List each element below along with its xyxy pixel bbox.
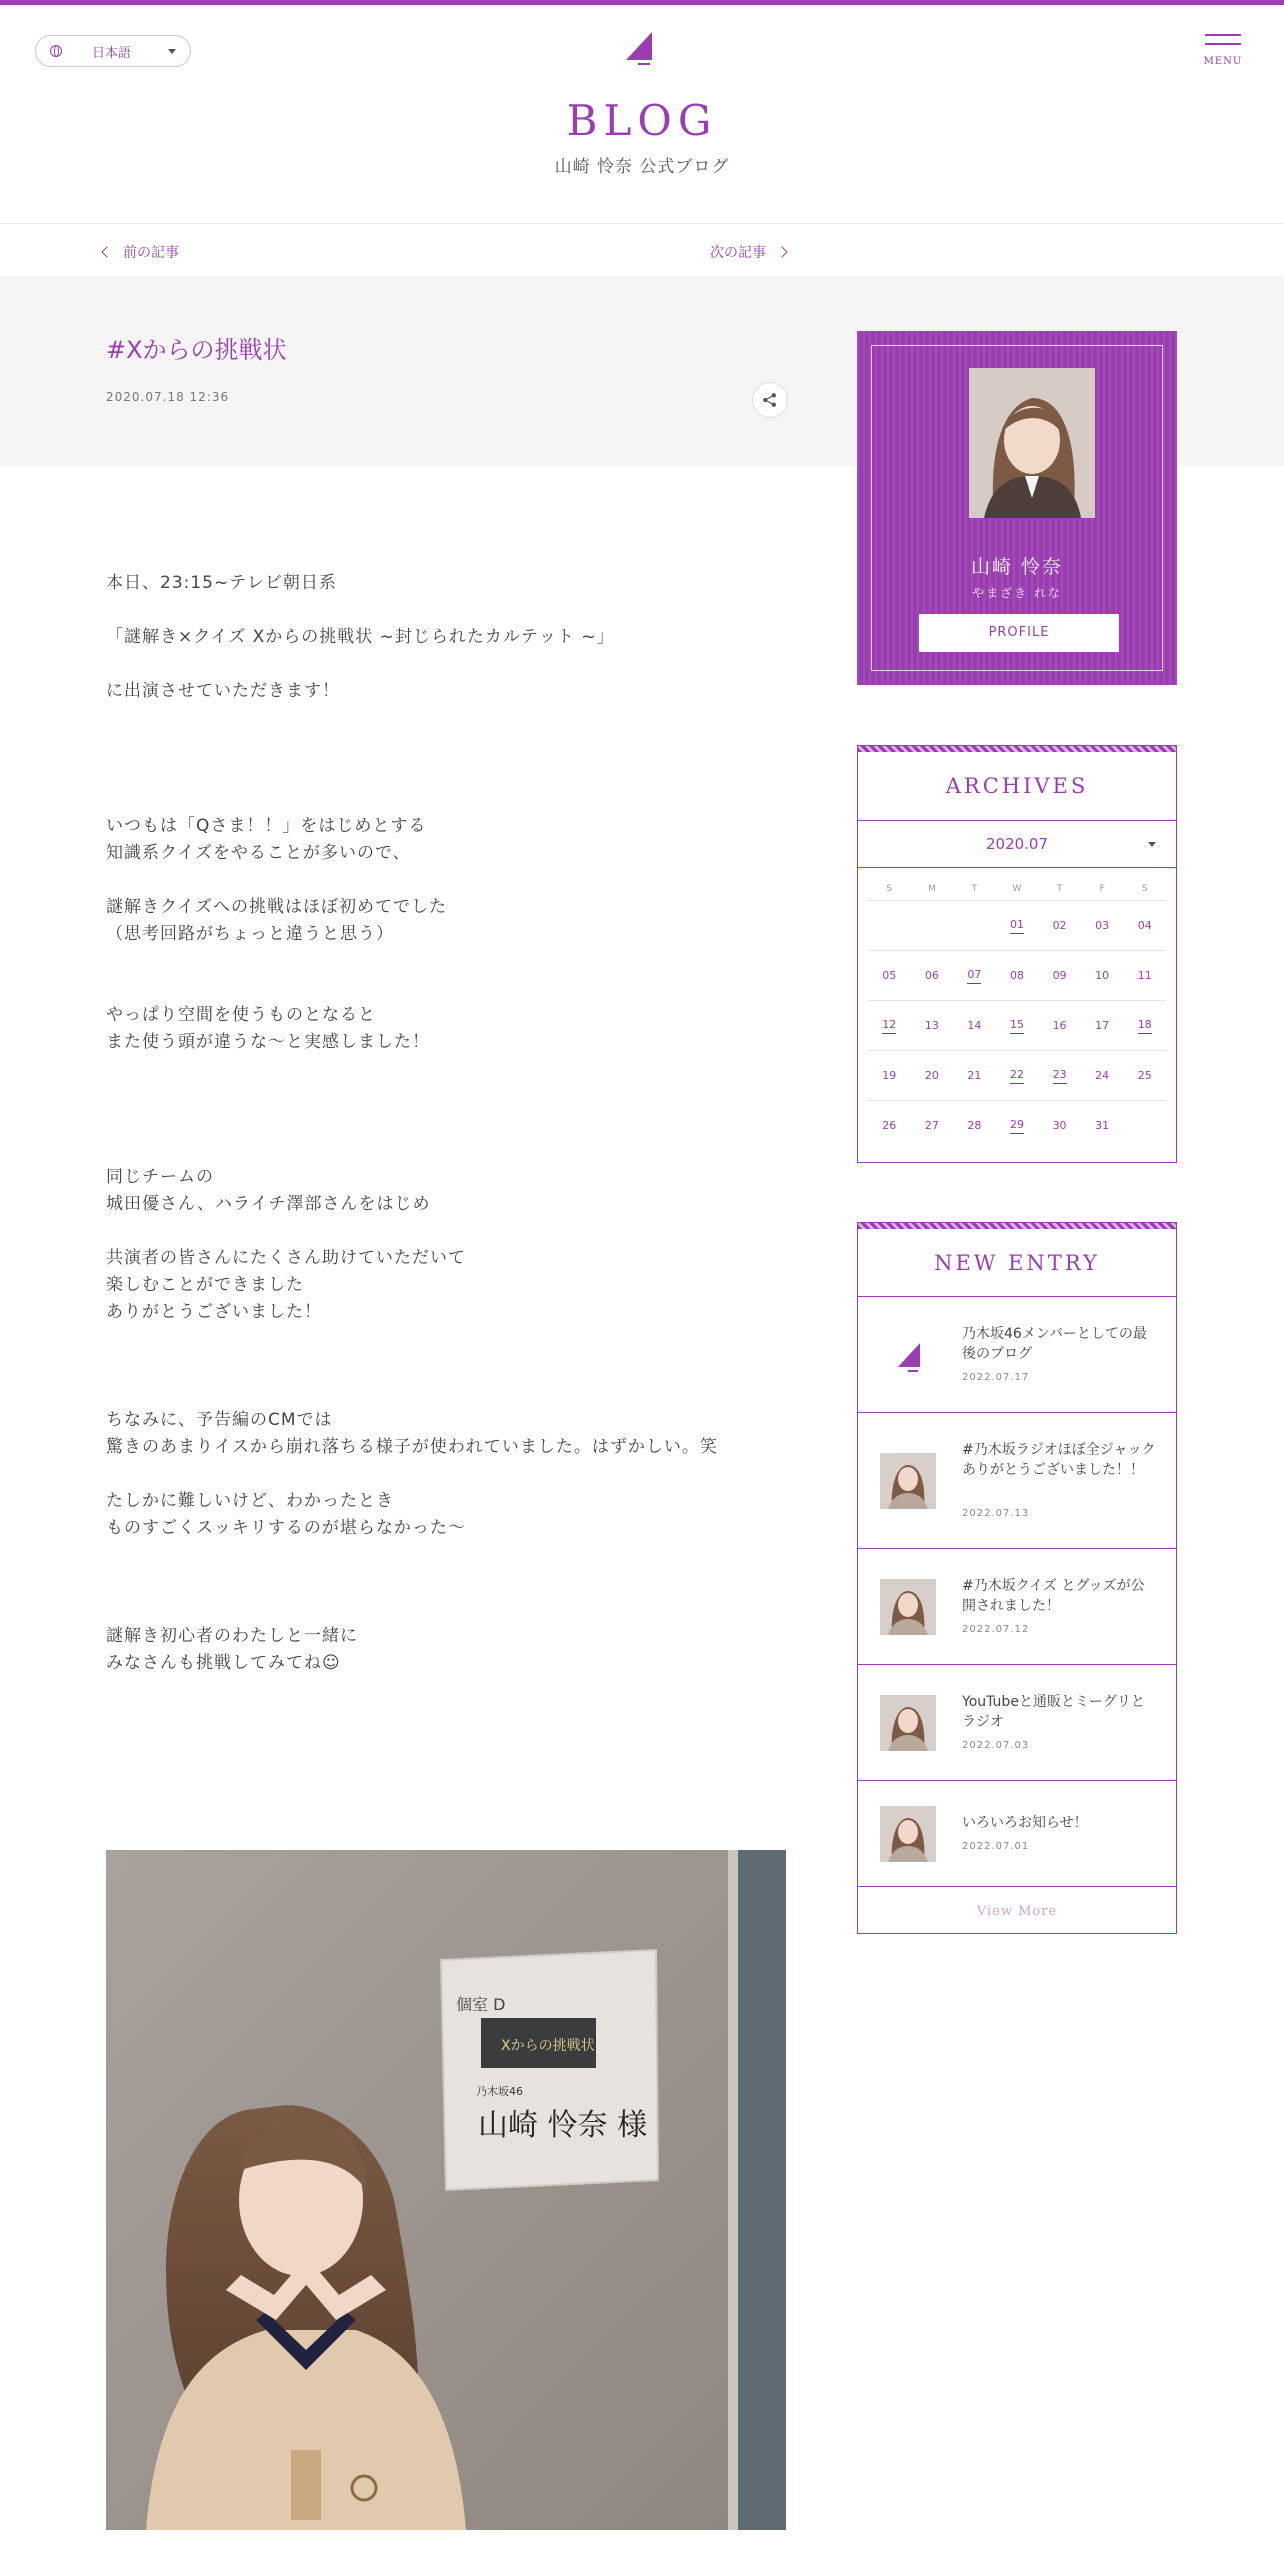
- calendar-day-number: 11: [1137, 969, 1152, 982]
- language-selector[interactable]: [35, 35, 191, 67]
- new-entry-title-text: #乃木坂クイズ とグッズが公開されました！: [962, 1578, 1145, 1614]
- new-entry-title: NEW ENTRY: [858, 1229, 1176, 1297]
- weekday-label: S: [1141, 884, 1148, 894]
- new-entry-item[interactable]: [858, 1781, 1176, 1887]
- weekday-label: M: [927, 884, 936, 894]
- new-entry-item[interactable]: [858, 1665, 1176, 1781]
- calendar-day: [868, 950, 911, 1000]
- profile-kana: やまざき れな: [972, 586, 1062, 600]
- chevron-left-icon: [101, 246, 112, 257]
- photo-group-label: 乃木坂46: [476, 2085, 523, 2098]
- calendar-day-number: 29: [1010, 1118, 1024, 1134]
- caret-down-icon: [1148, 842, 1156, 847]
- post-line: （思考回路がちょっと違うと思う）: [106, 924, 394, 944]
- post-line: ありがとうございました！: [106, 1302, 322, 1322]
- calendar-day: [953, 1050, 996, 1100]
- post-title: #Xからの挑戦状: [106, 336, 287, 364]
- post-line: 同じチームの: [106, 1167, 214, 1187]
- calendar-day: [1081, 1100, 1124, 1150]
- calendar-day: [1123, 950, 1166, 1000]
- calendar-day: [1038, 950, 1081, 1000]
- calendar-day-number: 06: [924, 969, 939, 982]
- page-title: BLOG: [566, 96, 718, 145]
- new-entry-item[interactable]: [858, 1413, 1176, 1549]
- post-line: 「謎解き×クイズ Xからの挑戦状 ~封じられたカルテット ~」: [106, 627, 615, 647]
- weekday-label: S: [886, 884, 893, 894]
- calendar-day-number: 03: [1095, 919, 1110, 932]
- archives-title: ARCHIVES: [945, 774, 1089, 798]
- post-paragraph: [106, 1407, 786, 1461]
- globe-icon: [50, 45, 62, 57]
- calendar-day: [1081, 900, 1124, 950]
- calendar-day-number: 15: [1010, 1018, 1024, 1034]
- calendar-day-number: 07: [967, 968, 981, 984]
- post-body: [106, 570, 786, 1677]
- calendar-day: [1123, 900, 1166, 950]
- post-photo: [106, 1850, 786, 2530]
- calendar-day[interactable]: [996, 1000, 1039, 1050]
- post-line: 驚きのあまりイスから崩れ落ちる様子が使われていました。はずかしい。笑: [106, 1437, 718, 1457]
- menu-bar-icon: [1205, 34, 1241, 36]
- calendar: [858, 868, 1176, 1150]
- photo-room-label: 個室 D: [456, 1995, 506, 2014]
- calendar-day-number: 12: [882, 1018, 896, 1034]
- weekday-label: T: [971, 884, 978, 894]
- calendar-day: [953, 1100, 996, 1150]
- calendar-day: [1081, 1000, 1124, 1050]
- chevron-right-icon: [776, 246, 787, 257]
- profile-card-inner: [871, 345, 1163, 671]
- calendar-day-number: 19: [882, 1069, 897, 1082]
- calendar-day-number: 28: [967, 1119, 982, 1132]
- post-line: いつもは「Qさま！！」をはじめとする: [106, 816, 427, 836]
- post-paragraph: [106, 1623, 786, 1677]
- new-entry-item[interactable]: [858, 1297, 1176, 1413]
- calendar-day: [868, 1050, 911, 1100]
- calendar-blank: [953, 900, 996, 950]
- new-entry-date: 2022.07.17: [962, 1372, 1030, 1383]
- calendar-day: [1081, 1050, 1124, 1100]
- calendar-day[interactable]: [996, 900, 1039, 950]
- share-icon[interactable]: [752, 382, 788, 418]
- weekday-label: F: [1099, 884, 1105, 894]
- calendar-day-number: 05: [882, 969, 897, 982]
- post-paragraph: [106, 624, 786, 651]
- calendar-day-number: 04: [1137, 919, 1152, 932]
- calendar-grid: [868, 900, 1166, 1150]
- calendar-day: [1038, 1000, 1081, 1050]
- post-line: たしかに難しいけど、わかったとき: [106, 1491, 394, 1511]
- post-paragraph: [106, 1488, 786, 1542]
- calendar-day: [953, 1000, 996, 1050]
- calendar-day-number: 27: [924, 1119, 939, 1132]
- calendar-day-number: 17: [1095, 1019, 1110, 1032]
- weekday-label: W: [1012, 884, 1022, 894]
- post-line: みなさんも挑戦してみてね☺︎: [106, 1653, 341, 1673]
- calendar-day: [911, 950, 954, 1000]
- calendar-day[interactable]: [868, 1000, 911, 1050]
- post-paragraph: [106, 1164, 786, 1218]
- new-entry-title-text: #乃木坂ラジオほぼ全ジャック ありがとうございました！！: [962, 1442, 1156, 1478]
- archives-box: [857, 745, 1177, 1163]
- calendar-weekdays: [868, 884, 1166, 900]
- calendar-blank: [911, 900, 954, 950]
- new-entry-date: 2022.07.13: [962, 1508, 1030, 1519]
- menu-label: MENU: [1203, 56, 1243, 67]
- calendar-day-number: 14: [967, 1019, 982, 1032]
- calendar-day: [1038, 900, 1081, 950]
- avatar[interactable]: [969, 368, 1095, 518]
- calendar-day-number: 31: [1095, 1119, 1110, 1132]
- post-paragraph: [106, 678, 786, 705]
- calendar-day-number: 10: [1095, 969, 1110, 982]
- post-paragraph: [106, 1245, 786, 1326]
- photo-name-label: 山崎 怜奈 様: [478, 2108, 648, 2143]
- post-line: 楽しむことができました: [106, 1275, 304, 1295]
- next-post-link[interactable]: [710, 242, 786, 262]
- calendar-day: [911, 1000, 954, 1050]
- calendar-day: [911, 1050, 954, 1100]
- calendar-day-number: 01: [1010, 918, 1024, 934]
- post-line: 城田優さん、ハライチ澤部さんをはじめ: [106, 1194, 431, 1214]
- month-selector[interactable]: [858, 820, 1176, 868]
- calendar-day-number: 23: [1053, 1068, 1067, 1084]
- calendar-day-number: 21: [967, 1069, 982, 1082]
- calendar-day-number: 22: [1010, 1068, 1024, 1084]
- post-paragraph: [106, 813, 786, 867]
- weekday-label: T: [1056, 884, 1063, 894]
- new-entry-title-text: いろいろお知らせ！: [962, 1815, 1088, 1831]
- nogizaka-logo-thumb: [880, 1327, 936, 1383]
- calendar-day[interactable]: [1123, 1000, 1166, 1050]
- post-line: 謎解きクイズへの挑戦はほぼ初めてでした: [106, 897, 447, 917]
- post-line: やっぱり空間を使うものとなると: [106, 1005, 376, 1025]
- calendar-day: [996, 950, 1039, 1000]
- post-line: 謎解き初心者のわたしと一緒に: [106, 1626, 358, 1646]
- view-more-link[interactable]: View More: [976, 1904, 1058, 1919]
- new-entry-title-text: YouTubeと通販とミーグリとラジオ: [962, 1694, 1145, 1730]
- calendar-day[interactable]: [1038, 1050, 1081, 1100]
- calendar-blank: [1123, 1100, 1166, 1150]
- profile-button[interactable]: PROFILE: [919, 614, 1119, 652]
- new-entry-date: 2022.07.03: [962, 1740, 1030, 1751]
- post-line: ちなみに、予告編のCMでは: [106, 1410, 333, 1430]
- caret-down-icon: [168, 49, 176, 54]
- calendar-day-number: 24: [1095, 1069, 1110, 1082]
- prev-post-label: 前の記事: [123, 245, 179, 261]
- entry-thumbnail: [880, 1806, 936, 1862]
- top-accent-line: [0, 0, 1284, 5]
- post-line: ものすごくスッキリするのが堪らなかった〜: [106, 1518, 466, 1538]
- calendar-day-number: 08: [1009, 969, 1024, 982]
- calendar-day[interactable]: [996, 1100, 1039, 1150]
- post-line: 共演者の皆さんにたくさん助けていただいて: [106, 1248, 466, 1268]
- new-entry-item[interactable]: [858, 1549, 1176, 1665]
- calendar-day-number: 20: [924, 1069, 939, 1082]
- calendar-day-number: 16: [1052, 1019, 1067, 1032]
- language-label: 日本語: [92, 45, 132, 61]
- calendar-day[interactable]: [953, 950, 996, 1000]
- post-line: に出演させていただきます！: [106, 681, 340, 701]
- post-line: 知識系クイズをやることが多いので、: [106, 843, 411, 863]
- calendar-day[interactable]: [996, 1050, 1039, 1100]
- new-entry-list: [858, 1297, 1176, 1887]
- new-entry-date: 2022.07.01: [962, 1841, 1030, 1852]
- post-paragraph: [106, 894, 786, 948]
- calendar-blank: [868, 900, 911, 950]
- photo-program-label: Xからの挑戦状: [501, 2038, 595, 2054]
- menu-button[interactable]: [1203, 34, 1243, 70]
- calendar-day-number: 18: [1138, 1018, 1152, 1034]
- entry-thumbnail: [880, 1453, 936, 1509]
- calendar-day: [1081, 950, 1124, 1000]
- post-date: 2020.07.18 12:36: [106, 390, 230, 404]
- calendar-day-number: 09: [1052, 969, 1067, 982]
- new-entry-title-text: 乃木坂46メンバーとしての最後のブログ: [962, 1326, 1147, 1362]
- page-subtitle: 山崎 怜奈 公式ブログ: [554, 157, 730, 177]
- calendar-day-number: 13: [924, 1019, 939, 1032]
- calendar-day: [911, 1100, 954, 1150]
- new-entry-box: [857, 1222, 1177, 1934]
- menu-bar-icon: [1205, 43, 1241, 45]
- post-line: また使う頭が違うな〜と実感しました！: [106, 1032, 430, 1052]
- month-label: 2020.07: [985, 835, 1049, 853]
- post-paragraph: [106, 570, 786, 597]
- profile-name: 山崎 怜奈: [970, 556, 1064, 578]
- new-entry-date: 2022.07.12: [962, 1624, 1030, 1635]
- nogizaka-logo[interactable]: [622, 30, 656, 68]
- next-post-label: 次の記事: [710, 245, 766, 261]
- calendar-day: [1123, 1050, 1166, 1100]
- calendar-day-number: 25: [1137, 1069, 1152, 1082]
- divider: [0, 223, 1284, 224]
- post-paragraph: [106, 1002, 786, 1056]
- calendar-day: [1038, 1100, 1081, 1150]
- entry-thumbnail: [880, 1695, 936, 1751]
- calendar-day-number: 26: [882, 1119, 897, 1132]
- calendar-day-number: 02: [1052, 919, 1067, 932]
- post-line: 本日、23:15~テレビ朝日系: [106, 573, 337, 593]
- calendar-day: [868, 1100, 911, 1150]
- profile-card: [857, 331, 1177, 685]
- prev-post-link[interactable]: [103, 242, 179, 262]
- entry-thumbnail: [880, 1579, 936, 1635]
- name-plate: [441, 1950, 658, 2190]
- calendar-day-number: 30: [1052, 1119, 1067, 1132]
